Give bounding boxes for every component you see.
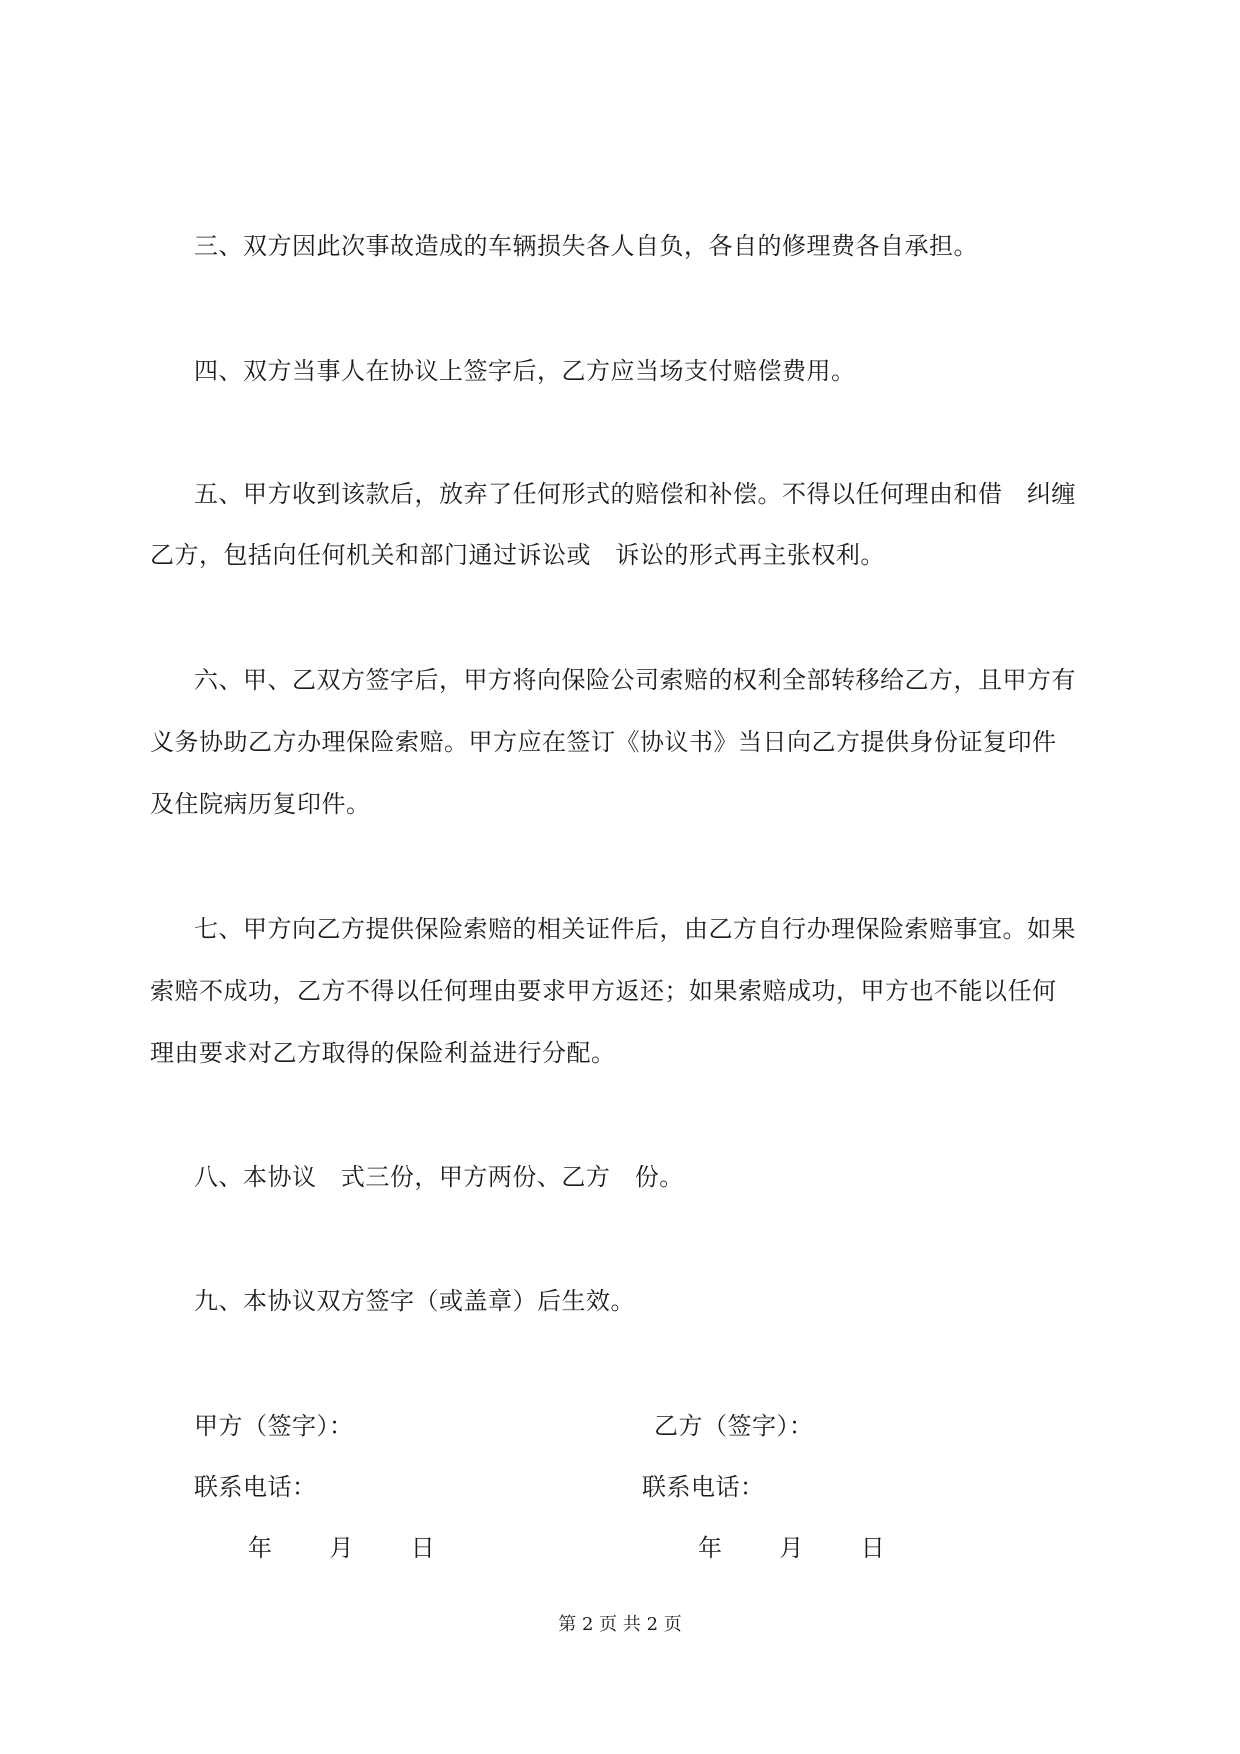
clause-8-line-1: 八、本协议 式三份，甲方两份、乙方 份。	[194, 1163, 684, 1191]
clause-4-line-1: 四、双方当事人在协议上签字后，乙方应当场支付赔偿费用。	[194, 357, 856, 385]
party-b-date-label: 年 月 日	[698, 1534, 886, 1562]
clause-6-line-1: 六、甲、乙双方签字后，甲方将向保险公司索赔的权利全部转移给乙方，且甲方有	[194, 666, 1076, 694]
party-b-signature-label: 乙方（签字）：	[654, 1412, 814, 1440]
clause-5-line-2: 乙方，包括向任何机关和部门通过诉讼或 诉讼的形式再主张权利。	[150, 541, 885, 569]
party-a-signature-label: 甲方（签字）：	[194, 1412, 354, 1440]
clause-7-line-1: 七、甲方向乙方提供保险索赔的相关证件后，由乙方自行办理保险索赔事宜。如果	[194, 915, 1076, 943]
clause-3-line-1: 三、双方因此次事故造成的车辆损失各人自负，各自的修理费各自承担。	[194, 232, 978, 260]
clause-5-line-1: 五、甲方收到该款后，放弃了任何形式的赔偿和补偿。不得以任何理由和借 纠缠	[194, 480, 1076, 508]
party-a-phone-label: 联系电话：	[194, 1473, 317, 1501]
clause-6-line-3: 及住院病历复印件。	[150, 790, 371, 818]
page-number-footer: 第 2 页 共 2 页	[558, 1614, 682, 1635]
clause-7-line-3: 理由要求对乙方取得的保险利益进行分配。	[150, 1039, 616, 1067]
clause-7-line-2: 索赔不成功，乙方不得以任何理由要求甲方返还；如果索赔成功，甲方也不能以任何	[150, 977, 1057, 1005]
party-a-date-label: 年 月 日	[248, 1534, 436, 1562]
clause-9-line-1: 九、本协议双方签字（或盖章）后生效。	[194, 1287, 635, 1315]
clause-6-line-2: 义务协助乙方办理保险索赔。甲方应在签订《协议书》当日向乙方提供身份证复印件	[150, 728, 1057, 756]
party-b-phone-label: 联系电话：	[642, 1473, 765, 1501]
